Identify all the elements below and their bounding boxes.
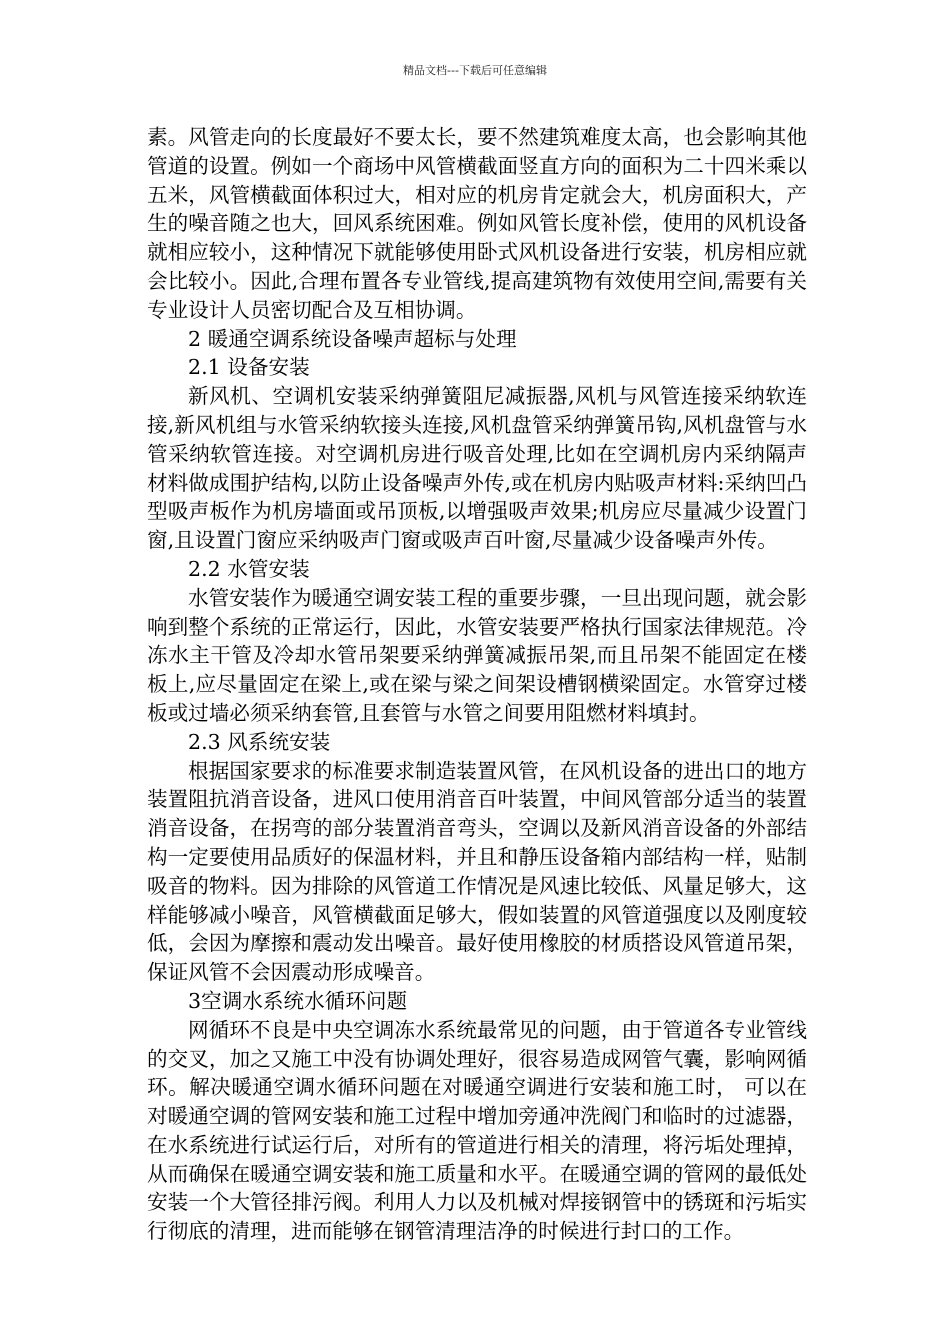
subsection-heading-2-1: 2.1 设备安装 (188, 355, 310, 380)
page-header: 精品文档---下载后可任意编辑 (403, 64, 547, 77)
section-heading-3: 3空调水系统水循环问题 (188, 988, 408, 1013)
paragraph-equipment-installation: 新风机、空调机安装采纳弹簧阻尼减振器,风机与风管连接采纳软连接,新风机组与水管采纳软接头连接,风机盘管采纳弹簧吊钩,风机盘管与水管采纳软管连接。对空调机房进行吸音处理,比如在空调机房内采纳隔声材料做成围护结构,以防止设备噪声外传,或在机房内贴吸声材料:采纳凹凸型吸声板作为机房墙面或吊顶板,以增强吸声效果;机房应尽量减少设置门窗,且设置门窗应采纳吸声门窗或吸声百叶窗,尽量减少设备噪声外传。 (147, 384, 807, 553)
subsection-heading-2-2: 2.2 水管安装 (188, 556, 310, 581)
subsection-heading-2-3: 2.3 风系统安装 (188, 729, 331, 754)
document-body (147, 123, 807, 1246)
paragraph-ventilation-duct: 素。风管走向的长度最好不要太长，要不然建筑难度太高，也会影响其他管道的设置。例如一个商场中风管横截面竖直方向的面积为二十四米乘以五米，风管横截面体积过大，相对应的机房肯定就会大，机房面积大，产生的噪音随之也大，回风系统困难。例如风管长度补偿，使用的风机设备就相应较小，这种情况下就能够使用卧式风机设备进行安装，机房相应就会比较小。因此,合理布置各专业管线,提高建筑物有效使用空间,需要有关专业设计人员密切配合及互相协调。 (147, 125, 807, 322)
paragraph-air-system-installation: 根据国家要求的标准要求制造装置风管，在风机设备的进出口的地方装置阻抗消音设备，进风口使用消音百叶装置，中间风管部分适当的装置消音设备，在拐弯的部分装置消音弯头，空调以及新风消音设备的外部结构一定要使用品质好的保温材料，并且和静压设备箱内部结构一样，贴制吸音的物料。因为排除的风管道工作情况是风速比较低、风量足够大，这样能够减小噪音，风管横截面足够大，假如装置的风管道强度以及刚度较低，会因为摩擦和震动发出噪音。最好使用橡胶的材质搭设风管道吊架，保证风管不会因震动形成噪音。 (147, 758, 807, 985)
paragraph-water-circulation: 网循环不良是中央空调冻水系统最常见的问题，由于管道各专业管线的交叉，加之又施工中没有协调处理好，很容易造成网管气囊，影响网循环。解决暖通空调水循环问题在对暖通空调进行安装和施工时， 可以在对暖通空调的管网安装和施工过程中增加旁通冲洗阀门和临时的过滤器，在水系统进行试运行后，对所有的管道进行相关的清理，将污垢处理掉，从而确保在暖通空调安装和施工质量和水平。在暖通空调的管网的最低处安装一个大管径排污阀。利用人力以及机械对焊接钢管中的锈斑和污垢实行彻底的清理，进而能够在钢管清理洁净的时候进行封口的工作。 (147, 1017, 807, 1244)
paragraph-pipe-installation: 水管安装作为暖通空调安装工程的重要步骤，一旦出现问题，就会影响到整个系统的正常运行，因此，水管安装要严格执行国家法律规范。冷冻水主干管及冷却水管吊架要采纳弹簧减振吊架,而且吊架不能固定在楼板上,应尽量固定在梁上,或在梁与梁之间架设槽钢横梁固定。水管穿过楼板或过墙必须采纳套管,且套管与水管之间要用阻燃材料填封。 (147, 585, 807, 725)
section-heading-2: 2 暖通空调系统设备噪声超标与处理 (188, 326, 517, 351)
